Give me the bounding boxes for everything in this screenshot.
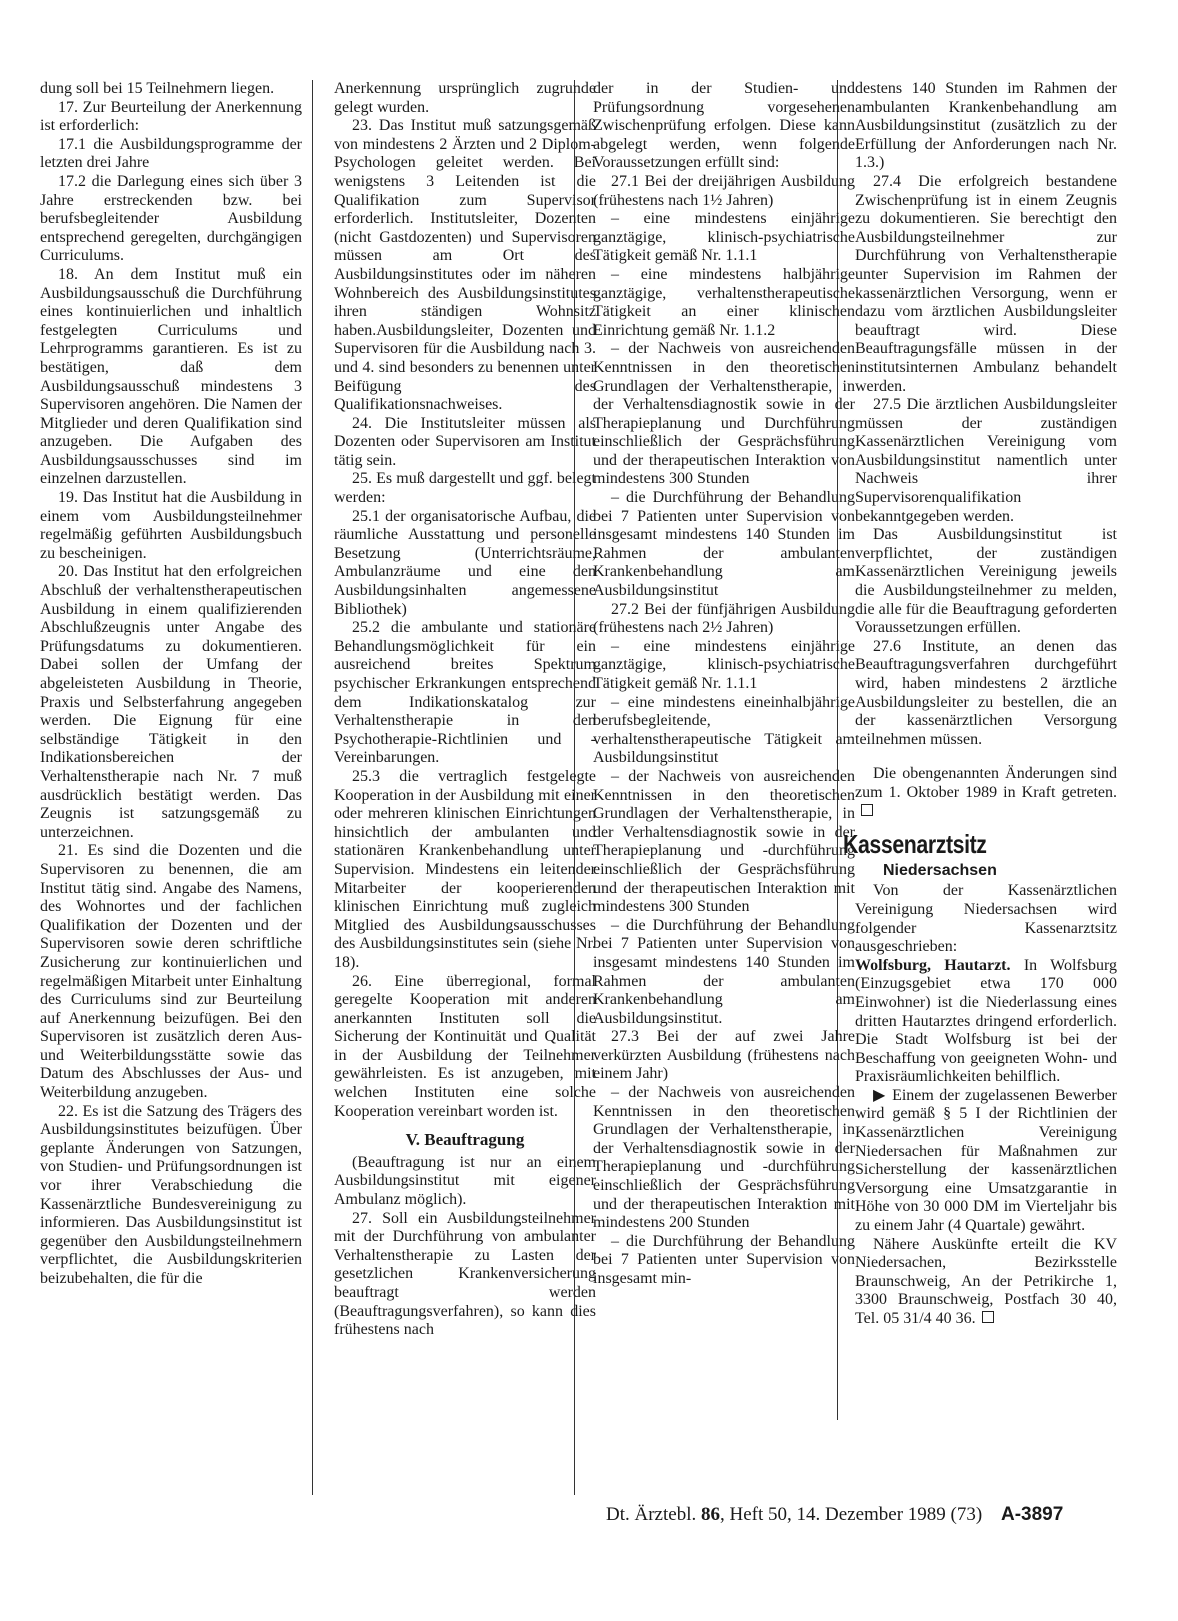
- paragraph: 19. Das Institut hat die Ausbildung in einem vom Ausbildungsteilnehmer regelmäßig geführten Ausbildungsbuch zu bescheinigen.: [40, 489, 302, 562]
- closing-text: Die obengenannten Änderungen sind zum 1. Oktober 1989 in Kraft getreten.: [855, 765, 1117, 801]
- paragraph: 25.3 die vertraglich festgelegte Kooperation in der Ausbildung mit einer oder mehreren klinischen Einrichtungen hinsichtlich der ambulanten und stationären Krankenbehandlung unter Supervision. Mindestens ein leitender Mitarbeiter der kooperierenden klinischen Einrichtung muß zugleich Mitglied des Ausbildungsausschusses des Ausbildungsinstitutes sein (siehe Nr. 18).: [334, 767, 596, 971]
- paragraph: 23. Das Institut muß satzungsgemäß von mindestens 2 Ärzten und 2 Diplom-Psychologen geleitet werden. Bei wenigstens 3 Leitenden ist die Qualifikation zum Supervisor erforderlich. Institutsleiter, Dozenten (nicht Gastdozenten) und Supervisoren müssen am Ort des Ausbildungsinstitutes oder im näheren Wohnbereich des Ausbildungsinstitutes ihren ständigen Wohnsitz haben.Ausbildungsleiter, Dozenten und Supervisoren für die Ausbildung nach 3. und 4. sind besonders zu benennen unter Beifügung des Qualifikationsnachweises.: [334, 117, 596, 414]
- paragraph: – eine mindestens einjährige ganztägige, klinisch-psychiatrische Tätigkeit gemäß Nr. 1.1.1: [593, 637, 855, 692]
- paragraph: Das Ausbildungsinstitut ist verpflichtet, der zuständigen Kassenärztlichen Vereinigung jeweils die Ausbildungsteilnehmer zu melden, die alle für die Beauftragung geforderten Voraussetzungen erfüllen.: [855, 526, 1117, 637]
- paragraph: 18. An dem Institut muß ein Ausbildungsausschuß die Durchführung eines kontinuierlichen und inhaltlich festgelegten Curriculums und Lehrprogramms garantieren. Es ist zu bestätigen, daß dem Ausbildungsausschuß mindestens 3 Supervisoren angehören. Die Namen der Mitglieder und deren Qualifikation sind anzugeben. Die Aufgaben des Ausbildungsausschusses sind im einzelnen darzustellen.: [40, 265, 302, 488]
- paragraph: 27.3 Bei der auf zwei Jahre verkürzten Ausbildung (frühestens nach einem Jahr): [593, 1028, 855, 1083]
- paragraph: 25.1 der organisatorische Aufbau, die räumliche Ausstattung und personelle Besetzung (Unterrichtsräume, Ambulanzräume und eine den Ausbildungsinhalten angemessene Bibliothek): [334, 507, 596, 618]
- paragraph: 27.2 Bei der fünfjährigen Ausbildung (frühestens nach 2½ Jahren): [593, 600, 855, 637]
- paragraph: 17.1 die Ausbildungsprogramme der letzten drei Jahre: [40, 135, 302, 172]
- journal-volume: 86: [700, 1504, 720, 1525]
- paragraph: 27.4 Die erfolgreich bestandene Zwischenprüfung ist in einem Zeugnis zu dokumentieren. Sie berechtigt den Ausbildungsteilnehmer zur Durchführung von Verhaltenstherapie unter Supervision im Rahmen der kassenärztlichen Versorgung, wenn er dazu vom ärztlichen Ausbildungsleiter beauftragt wird. Diese Beauftragungsfälle müssen in der institutsinternen Ambulanz behandelt werden.: [855, 172, 1117, 395]
- contact-paragraph: [855, 1236, 1117, 1329]
- paragraph: – die Durchführung der Behandlung bei 7 Patienten unter Supervision von insgesamt mindestens 140 Stunden im Rahmen der ambulanten Krankenbehandlung am Ausbildungsinstitut: [593, 489, 855, 600]
- listing-label: Wolfsburg, Hautarzt.: [855, 956, 1011, 974]
- paragraph: – der Nachweis von ausreichenden Kenntnissen in den theoretischen Grundlagen der Verhaltenstherapie, in der Verhaltensdiagnostik sowie in der Therapieplanung und -durchführung einschließlich der Gesprächsführung und der therapeutischen Interaktion mit mindestens 300 Stunden: [593, 767, 855, 916]
- paragraph: (Beauftragung ist nur an einem Ausbildungsinstitut mit eigener Ambulanz möglich).: [334, 1153, 596, 1209]
- paragraph: 27.1 Bei der dreijährigen Ausbildung (frühestens nach 1½ Jahren): [593, 172, 855, 209]
- journal-name: Dt. Ärztebl.: [606, 1504, 697, 1525]
- contact-text: Nähere Auskünfte erteilt die KV Niedersachen, Bezirksstelle Braunschweig, An der Petrikirche 1, 3300 Braunschweig, Postfach 30 40, Tel. 05 31/4 40 36.: [855, 1235, 1117, 1327]
- text-column-4: [843, 80, 1118, 1329]
- paragraph: 22. Es ist die Satzung des Trägers des Ausbildungsinstitutes beizufügen. Über geplante Änderungen von Satzungen, von Studien- und Prüfungsordnungen ist vor ihrer Verabschiedung die Kassenärztliche Bundesvereinigung zu informieren. Das Ausbildungsinstitut ist gegenüber den Ausbildungsteilnehmern verpflichtet, die Ausbildungskriterien beizubehalten, die für die: [40, 1102, 302, 1287]
- text-column-2: [334, 80, 596, 1340]
- paragraph: 20. Das Institut hat den erfolgreichen Abschluß der verhaltenstherapeutischen Ausbildung in einem qualifizierenden Abschlußzeugnis unter Angabe des Prüfungsdatums zu dokumentieren. Dabei sollen der Umfang der abgeleisteten Ausbildung in Theorie, Praxis und Selbsterfahrung angegeben werden. Die Eignung für eine selbständige Tätigkeit in den Indikationsbereichen der Verhaltenstherapie nach Nr. 7 muß ausdrücklich bestätigt werden. Das Zeugnis ist satzungsgemäß zu unterzeichnen.: [40, 563, 302, 841]
- paragraph: 21. Es sind die Dozenten und die Supervisoren zu benennen, die am Institut tätig sind. Angabe des Namens, des Wohnortes und der fachlichen Qualifikation der Dozenten und der Supervisoren sowie deren schriftliche Zusicherung zur kontinuierlichen und regelmäßigen Mitarbeit unter Einhaltung des Curriculums sind zur Beurteilung auf Anerkennung beizufügen. Bei den Supervisoren ist zusätzlich deren Aus- und Weiterbildungsstätte sowie das Datum des Abschlusses der Aus- und Weiterbildung anzugeben.: [40, 842, 302, 1102]
- guarantee-text: Einem der zugelassenen Bewerber wird gemäß § 5 I der Richtlinien der Kassenärztlichen Vereinigung Niedersachen für Maßnahmen zur Sicherstellung der kassenärztlichen Versorgung eine Umsatzgarantie in Höhe von 30 000 DM im Vierteljahr bis zu einem Jahr (4 Quartale) gewährt.: [855, 1086, 1118, 1235]
- spacer: [855, 749, 1117, 765]
- paragraph: – der Nachweis von ausreichenden Kenntnissen in den theoretischen Grundlagen der Verhaltenstherapie, in der Verhaltensdiagnostik sowie in der Therapieplanung und Durchführung einschließlich der Gesprächsführung und der therapeutischen Interaktion von mindestens 300 Stunden: [593, 340, 855, 488]
- text-column-1: [40, 80, 302, 1289]
- paragraph: – der Nachweis von ausreichenden Kenntnissen in den theoretischen Grundlagen der Verhaltenstherapie, in der Verhaltensdiagnostik sowie in der Therapieplanung und -durchführung einschließlich der Gesprächsführung und der therapeutischen Interaktion mit mindestens 200 Stunden: [593, 1084, 855, 1232]
- paragraph: 27.5 Die ärztlichen Ausbildungsleiter müssen der zuständigen Kassenärztlichen Vereinigung vom Ausbildungsinstitut namentlich unter Nachweis ihrer Supervisorenqualifikation bekanntgegeben werden.: [855, 396, 1117, 525]
- listing-paragraph: [855, 957, 1117, 1087]
- paragraph: Anerkennung ursprünglich zugrunde gelegt wurden.: [334, 80, 596, 116]
- listing-text: In Wolfsburg (Einzugsgebiet etwa 170 000 Einwohner) ist die Niederlassung eines dritten Hautarztes dringend erforderlich. Die Stadt Wolfsburg ist bei der Beschaffung von geeigneten Wohn- und Praxisräumlichkeiten behilflich.: [855, 956, 1118, 1086]
- region-heading: Niedersachsen: [883, 861, 997, 879]
- page-footer: [606, 1504, 1126, 1526]
- paragraph: Von der Kassenärztlichen Vereinigung Niedersachsen wird folgender Kassenarztsitz ausgeschrieben:: [855, 882, 1117, 956]
- end-mark-icon: [982, 1311, 994, 1323]
- section-heading: V. Beauftragung: [405, 1130, 525, 1150]
- page-number: A-3897: [1000, 1504, 1064, 1525]
- paragraph: – eine mindestens eineinhalbjährige berufsbegleitende, verhaltenstherapeutische Tätigkeit am Ausbildungsinstitut: [593, 693, 855, 767]
- paragraph: destens 140 Stunden im Rahmen der ambulanten Krankenbehandlung am Ausbildungsinstitut (zusätzlich zu der Erfüllung der Anforderungen nach Nr. 1.3.): [855, 80, 1117, 172]
- paragraph: – die Durchführung der Behandlung bei 7 Patienten unter Supervision von insgesamt min-: [593, 1232, 855, 1287]
- paragraph: 26. Eine überregional, formal geregelte Kooperation mit anderen anerkannten Instituten soll die Sicherung der Kontinuität und Qualität in der Ausbildung der Teilnehmer gewährleisten. Es ist anzugeben, mit welchen Instituten eine solche Kooperation vereinbart worden ist.: [334, 972, 596, 1120]
- end-mark-icon: [861, 804, 873, 816]
- arrow-bullet-icon: ▶: [873, 1086, 887, 1104]
- column-rule: [312, 80, 313, 1495]
- guarantee-paragraph: [855, 1087, 1117, 1236]
- paragraph: 25. Es muß dargestellt und ggf. belegt werden:: [334, 470, 596, 507]
- paragraph: dung soll bei 15 Teilnehmern liegen.: [40, 80, 275, 97]
- issue-info: , Heft 50, 14. Dezember 1989 (73): [719, 1504, 983, 1525]
- paragraph: – eine mindestens einjährige ganztägige, klinisch-psychiatrische Tätigkeit gemäß Nr. 1.1.1: [593, 210, 855, 265]
- paragraph: 24. Die Institutsleiter müssen als Dozenten oder Supervisoren am Institut tätig sein.: [334, 414, 596, 469]
- paragraph: 27. Soll ein Ausbildungsteilnehmer mit der Durchführung von ambulanter Verhaltenstherapie zu Lasten der gesetzlichen Krankenversicherung beauftragt werden (Beauftragungsverfahren), so kann dies frühestens nach: [334, 1209, 596, 1339]
- text-column-3: [593, 80, 855, 1289]
- paragraph: 25.2 die ambulante und stationäre Behandlungsmöglichkeit für ein ausreichend breites Spektrum psychischer Erkrankungen entsprechend dem Indikationskatalog zur Verhaltenstherapie in den Psychotherapie-Richtlinien und -Vereinbarungen.: [334, 619, 596, 767]
- paragraph: – die Durchführung der Behandlung bei 7 Patienten unter Supervision von insgesamt mindestens 140 Stunden im Rahmen der ambulanten Krankenbehandlung am Ausbildungsinstitut.: [593, 916, 855, 1027]
- closing-note: [855, 765, 1117, 821]
- paragraph: 17.2 die Darlegung eines sich über 3 Jahre erstreckenden bzw. bei berufsbegleitender Ausbildung entsprechend geregelten, durchgängigen Curriculums.: [40, 172, 302, 265]
- paragraph: der in der Studien- und Prüfungsordnung vorgesehenen Zwischenprüfung erfolgen. Diese kann abgelegt werden, wenn folgende Voraussetzungen erfüllt sind:: [593, 80, 855, 172]
- paragraph: 27.6 Institute, an denen das Beauftragungsverfahren durchgeführt wird, haben mindestens 2 ärztliche Ausbildungsleiter zu bestellen, die an der kassenärztlichen Versorgung teilnehmen müssen.: [855, 637, 1117, 748]
- paragraph: – eine mindestens halbjährige ganztägige, verhaltenstherapeutische Tätigkeit an einer klinischen Einrichtung gemäß Nr. 1.1.2: [593, 265, 855, 339]
- section-title: Kassenarztsitz: [843, 829, 987, 860]
- paragraph: 17. Zur Beurteilung der Anerkennung ist erforderlich:: [40, 98, 302, 135]
